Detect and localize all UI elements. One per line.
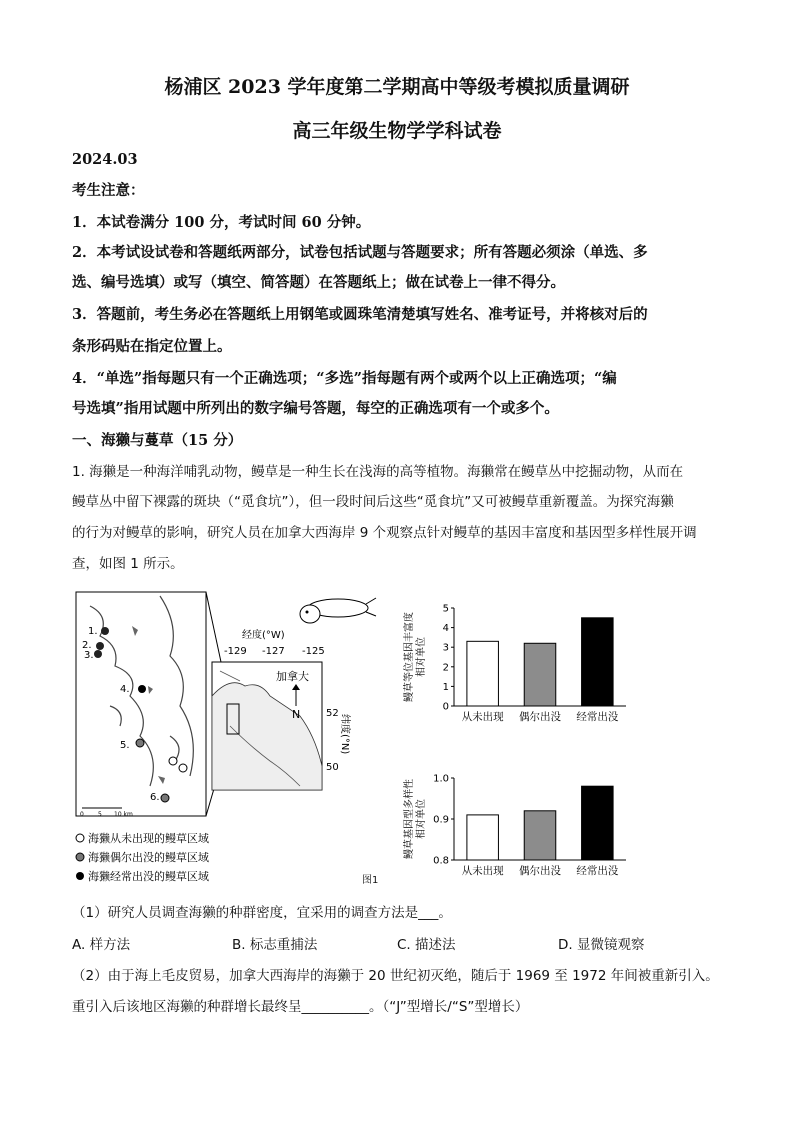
site-label-6: 6. [150,792,160,803]
scale-10: 10 km [114,811,133,818]
legend-label-occasional: 海獭偶尔出没的鳗草区域 [88,851,209,864]
chart1-ylabel-group [402,612,427,702]
site-label-4: 4. [120,684,130,695]
chart2-category-label-2: 经常出没 [576,865,619,877]
legend-open-circle [76,834,84,842]
question-intro-line4: 查，如图 1 所示。 [72,556,184,572]
chart1-category-label-1: 偶尔出没 [519,711,561,723]
chart1-bar-2 [582,618,614,706]
notice-item-1: 1．本试卷满分 100 分，考试时间 60 分钟。 [72,214,371,231]
notice-item-2-line1: 2．本考试设试卷和答题纸两部分，试卷包括试题与答题要求；所有答题必须涂（单选、多 [72,244,648,261]
chart2-ytick-label-1: 0.9 [433,814,449,826]
question-intro-line2: 鳗草丛中留下裸露的斑块（“觅食坑”），但一段时间后这些“觅食坑”又可被鳗草重新覆盖。为探究海獭 [72,494,674,510]
chart1-category-label-0: 从未出现 [461,711,504,723]
notice-item-2-line2: 选、编号选填）或写（填空、简答题）在答题纸上；做在试卷上一律不得分。 [72,274,565,291]
chart2-bar-2 [582,786,614,860]
chart-genotypic-diversity [400,768,640,878]
lon-tick-129: -129 [224,646,247,657]
legend-label-never: 海獭从未出现的鳗草区域 [88,832,209,845]
notice-item-4-line2: 号选填”指用试题中所列出的数字编号答题，每空的正确选项有一个或多个。 [72,400,559,417]
question-intro-line1: 1. 海獭是一种海洋哺乳动物，鳗草是一种生长在浅海的高等植物。海獭常在鳗草丛中挖掘动物，从而在 [72,464,684,480]
question-intro-line3: 的行为对鳗草的影响，研究人员在加拿大西海岸 9 个观察点针对鳗草的基因丰富度和基因型多样性展开调 [72,525,697,541]
scale-0: 0 [80,811,84,818]
country-label: 加拿大 [276,670,309,683]
lon-tick-125: -125 [302,646,325,657]
q1-option-c[interactable]: C. 描述法 [397,937,456,953]
q1-option-a[interactable]: A. 样方法 [72,937,131,953]
chart2-category-label-1: 偶尔出没 [519,865,561,877]
chart2-ylabel-group [402,779,427,859]
site-5-marker [136,739,144,747]
site-1-marker [101,627,109,635]
legend-gray-circle [76,853,84,861]
legend-label-frequent: 海獭经常出没的鳗草区域 [88,870,209,883]
site-open-marker-b [179,764,187,772]
notice-item-3-line2: 条形码贴在指定位置上。 [72,338,232,355]
site-4-marker [138,685,146,693]
site-open-marker-a [169,757,177,765]
site-3-marker [94,650,102,658]
chart1-ytick-label-4: 4 [442,623,449,635]
exam-subtitle: 高三年级生物学学科试卷 [292,120,502,142]
q1-option-d[interactable]: D. 显微镜观察 [558,937,645,953]
site-2-marker [96,642,104,650]
chart1-category-label-2: 经常出没 [576,711,619,723]
q1-stem: （1）研究人员调查海獭的种群密度，宜采用的调查方法是___。 [72,905,452,921]
notice-item-3-line1: 3．答题前，考生务必在答题纸上用钢笔或圆珠笔清楚填写姓名、准考证号，并将核对后的 [72,306,648,323]
longitude-label: 经度(°W) [242,630,285,641]
site-label-5: 5. [120,740,130,751]
chart1-ytick-label-0: 0 [442,701,449,713]
chart1-ytick-label-3: 3 [442,642,449,654]
lat-tick-52: 52 [326,708,339,719]
site-label-2: 2. [82,640,92,651]
sea-otter-illustration [300,598,376,623]
chart2-category-label-0: 从未出现 [461,865,504,877]
chart-allelic-richness [400,600,640,730]
site-label-1: 1. [88,626,98,637]
chart1-ytick-label-5: 5 [442,603,449,615]
chart2-ytick-label-2: 1.0 [433,773,449,785]
lon-tick-127: -127 [262,646,285,657]
latitude-label: 纬度(°N) [339,714,350,755]
chart1-bar-1 [524,643,556,706]
figure-caption: 图1 [362,875,379,886]
section-heading: 一、海獭与蔓草（15 分） [72,432,243,449]
chart1-bar-0 [467,641,499,706]
lat-tick-50: 50 [326,762,339,773]
chart1-ytick-label-1: 1 [442,681,449,693]
chart1-ytick-label-2: 2 [442,662,449,674]
chart2-ylabel-line1: 鳗草基因型多样性 [404,779,415,859]
chart1-ylabel-line2: 相对单位 [416,637,427,677]
north-label: N [292,708,301,721]
scale-5: 5 [98,811,102,818]
chart2-ytick-label-0: 0.8 [433,855,449,867]
figure-map [70,586,410,886]
notice-item-4-line1: 4．“单选”指每题只有一个正确选项；“多选”指每题有两个或两个以上正确选项；“编 [72,370,617,387]
q2-stem-line1: （2）由于海上毛皮贸易，加拿大西海岸的海獭于 20 世纪初灭绝，随后于 1969 至 1972 年间被重新引入。 [72,968,719,984]
q2-stem-line2: 重引入后该地区海獭的种群增长最终呈__________。（“J”型增长/“S”型增长） [72,999,529,1015]
chart2-bar-1 [524,811,556,860]
site-label-3: 3. [84,650,94,661]
legend-black-circle [76,872,84,880]
chart2-bar-0 [467,815,499,860]
chart2-ylabel-line2: 相对单位 [416,799,427,839]
chart1-ylabel-line1: 鳗草等位基因丰富度 [404,612,415,702]
exam-date: 2024.03 [72,151,138,168]
site-6-marker [161,794,169,802]
notice-heading: 考生注意： [72,182,145,199]
exam-title: 杨浦区 2023 学年度第二学期高中等级考模拟质量调研 [164,76,630,98]
q1-option-b[interactable]: B. 标志重捕法 [232,937,318,953]
